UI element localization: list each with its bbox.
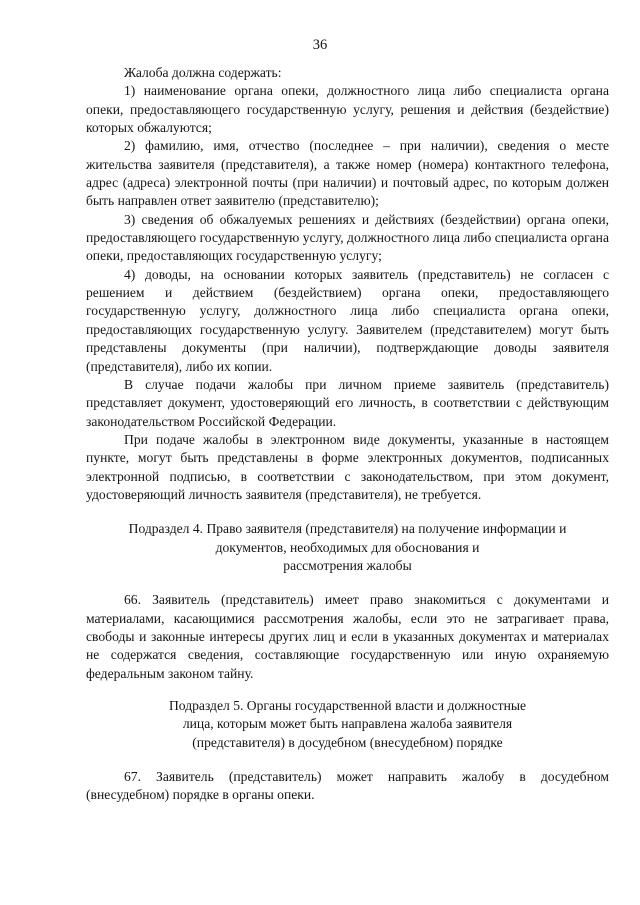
- document-body: [86, 64, 609, 805]
- complaint-item-1: 1) наименование органа опеки, должностного лица либо специалиста органа опеки, предоставляющего государственную услугу, решения и действия (бездействие) которых обжалуются;: [86, 83, 609, 136]
- page-number: 36: [312, 37, 328, 53]
- complaint-item-4: 4) доводы, на основании которых заявитель (представитель) не согласен с решением и действием (бездействием) органа опеки, предоставляющего государственную услугу, должностного лица либо специалиста органа опеки, предоставляющих государственную услугу. Заявителем (представителем) могут быть представлены документы (при наличии), подтверждающие доводы заявителя (представителя), либо их копии.: [86, 266, 609, 374]
- complaint-intro: Жалоба должна содержать:: [124, 65, 282, 80]
- clause-67: 67. Заявитель (представитель) может направить жалобу в досудебном (внесудебном) порядке в органы опеки.: [86, 769, 609, 803]
- electronic-submission-paragraph: При подаче жалобы в электронном виде документы, указанные в настоящем пункте, могут быть представлены в форме электронных документов, подписанных электронной подписью, в соответствии с законодательством, при этом документ, удостоверяющий личность заявителя (представителя), не требуется.: [86, 431, 609, 502]
- heading-line: лица, которым может быть направлена жалоба заявителя: [182, 716, 513, 732]
- subsection-4-heading: [86, 520, 609, 575]
- heading-line: рассмотрения жалобы: [283, 557, 412, 573]
- personal-reception-paragraph: В случае подачи жалобы при личном приеме заявитель (представитель) представляет документ, удостоверяющий его личность, в соответствии с действующим законодательством Российской Федерации.: [86, 376, 609, 429]
- heading-line: документов, необходимых для обоснования и: [215, 539, 480, 555]
- heading-line: Подраздел 5. Органы государственной власти и должностные: [168, 698, 527, 713]
- heading-line: (представителя) в досудебном (внесудебном) порядке: [192, 734, 503, 750]
- complaint-item-2: 2) фамилию, имя, отчество (последнее – при наличии), сведения о месте жительства заявителя (представителя), а также номер (номера) контактного телефона, адрес (адреса) электронной почты (при наличии) и почтовый адрес, по которым должен быть направлен ответ заявителю (представителю);: [86, 138, 609, 209]
- heading-line: Подраздел 4. Право заявителя (представителя) на получение информации и: [128, 521, 567, 537]
- clause-66: 66. Заявитель (представитель) имеет право знакомиться с документами и материалами, касающимися рассмотрения жалобы, если это не затрагивает права, свободы и законные интересы других лиц и если в указанных документах и материалах не содержатся сведения, составляющие государственную или иную охраняемую федеральным законом тайну.: [86, 592, 609, 681]
- complaint-item-3: 3) сведения об обжалуемых решениях и действиях (бездействии) органа опеки, предоставляющего государственную услугу, должностного лица либо специалиста органа опеки, предоставляющих государственную услугу;: [86, 211, 609, 264]
- subsection-5-heading: [86, 697, 609, 752]
